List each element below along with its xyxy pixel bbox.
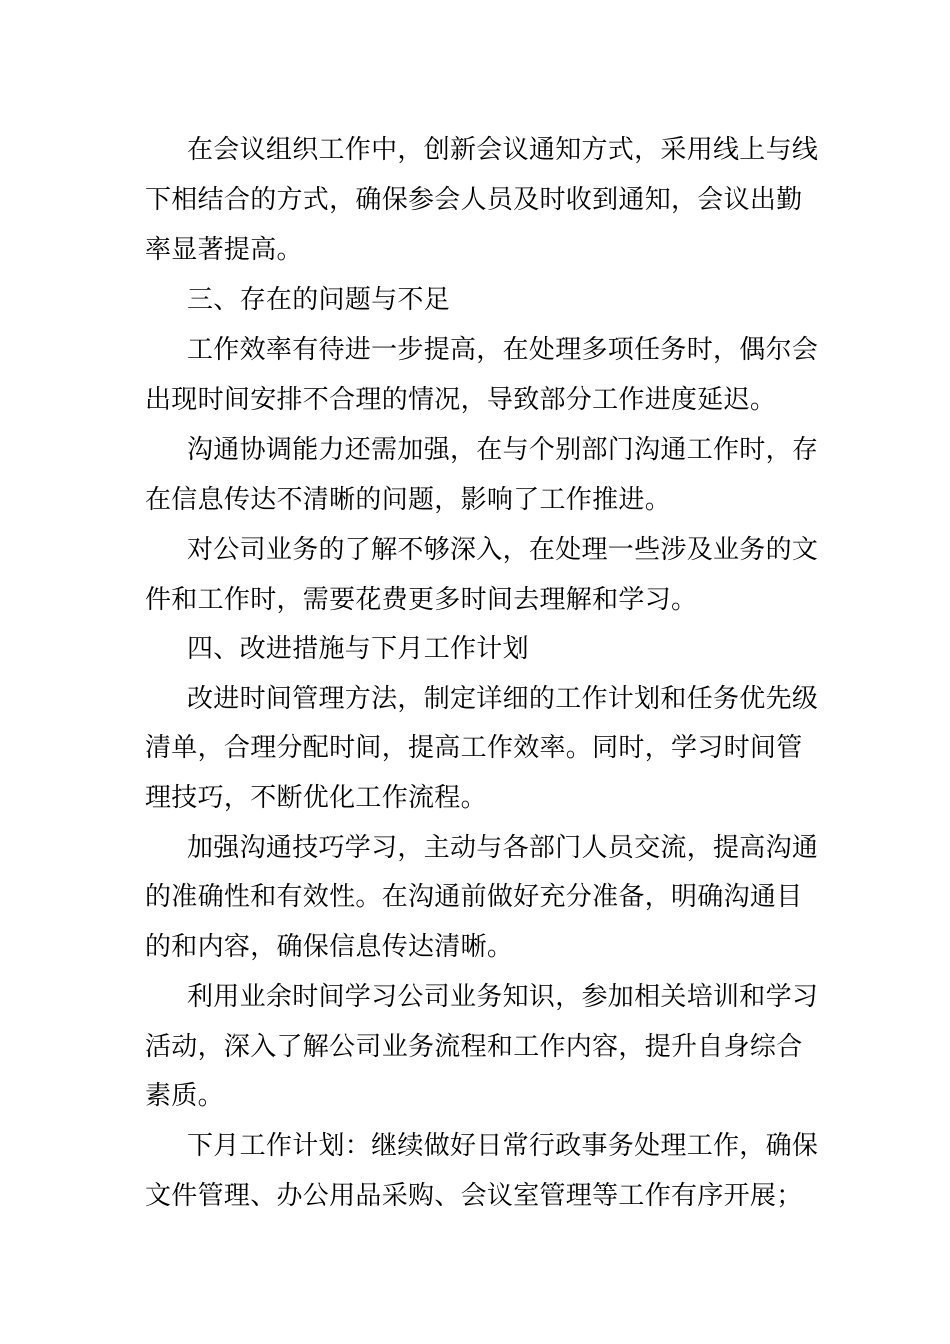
paragraph-line: 理技巧，不断优化工作流程。	[145, 783, 487, 813]
paragraph-line: 在信息传达不清晰的问题，影响了工作推进。	[145, 485, 672, 515]
paragraph-line: 的准确性和有效性。在沟通前做好充分准备，明确沟通目	[145, 882, 803, 912]
paragraph-line: 出现时间安排不合理的情况，导致部分工作进度延迟。	[145, 385, 777, 415]
paragraph-line: 在会议组织工作中，创新会议通知方式，采用线上与线	[187, 135, 819, 165]
paragraph-line: 沟通协调能力还需加强，在与个别部门沟通工作时，存	[187, 435, 819, 465]
paragraph-line: 件和工作时，需要花费更多时间去理解和学习。	[145, 585, 698, 615]
paragraph-line: 下相结合的方式，确保参会人员及时收到通知，会议出勤	[145, 185, 803, 215]
paragraph-line: 对公司业务的了解不够深入，在处理一些涉及业务的文	[187, 535, 819, 565]
paragraph-line: 清单，合理分配时间，提高工作效率。同时，学习时间管	[145, 733, 803, 763]
paragraph-line: 利用业余时间学习公司业务知识，参加相关培训和学习	[187, 982, 819, 1012]
section-heading: 三、存在的问题与不足	[187, 285, 451, 315]
paragraph-line: 下月工作计划：继续做好日常行政事务处理工作，确保	[187, 1131, 819, 1161]
section-heading: 四、改进措施与下月工作计划	[187, 634, 529, 664]
paragraph-line: 加强沟通技巧学习，主动与各部门人员交流，提高沟通	[187, 833, 819, 863]
paragraph-line: 改进时间管理方法，制定详细的工作计划和任务优先级	[187, 684, 819, 714]
paragraph-line: 的和内容，确保信息传达清晰。	[145, 932, 514, 962]
paragraph-line: 活动，深入了解公司业务流程和工作内容，提升自身综合	[145, 1032, 803, 1062]
paragraph-line: 工作效率有待进一步提高，在处理多项任务时，偶尔会	[187, 335, 819, 365]
paragraph-line: 文件管理、办公用品采购、会议室管理等工作有序开展；	[145, 1181, 803, 1211]
paragraph-line: 素质。	[145, 1081, 224, 1111]
paragraph-line: 率显著提高。	[145, 235, 303, 265]
